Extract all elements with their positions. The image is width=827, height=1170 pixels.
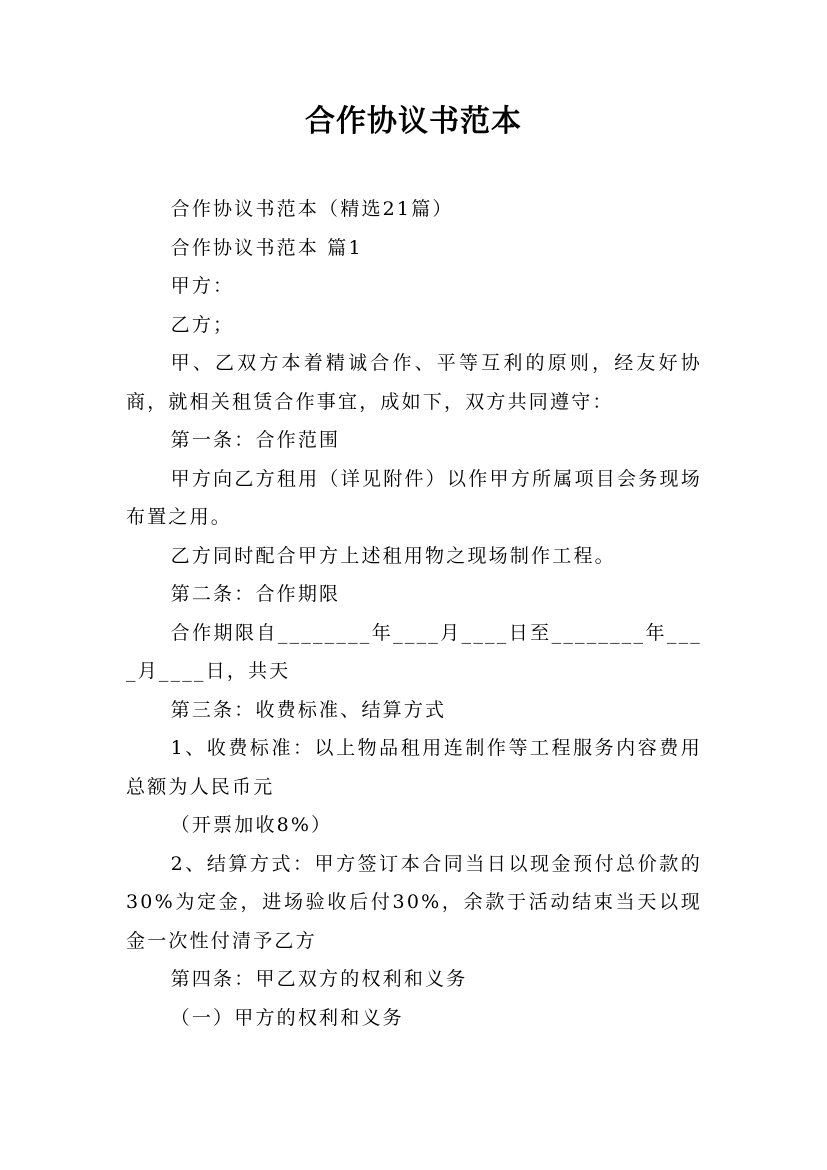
- paragraph-settlement-method: 2、结算方式：甲方签订本合同当日以现金预付总价款的30%为定金，进场验收后付30%，余款于活动结束当天以现金一次性付清予乙方: [126, 852, 702, 952]
- paragraph-article-4-heading: 第四条：甲乙双方的权利和义务: [170, 968, 468, 990]
- document-body: [126, 190, 702, 1037]
- paragraph-article-2-body: 合作期限自________年____月____日至________年____月____日，共天: [126, 621, 702, 682]
- paragraph-article-1-body-2: 乙方同时配合甲方上述租用物之现场制作工程。: [170, 544, 616, 567]
- document-title: 合作协议书范本: [305, 104, 522, 139]
- paragraph-party-a: 甲方：: [170, 275, 235, 297]
- paragraph-invoice-note: （开票加收8%）: [170, 814, 333, 836]
- paragraph-subtitle: 合作协议书范本（精选21篇）: [170, 198, 454, 220]
- paragraph-fee-standard: 1、收费标准：以上物品租用连制作等工程服务内容费用总额为人民币元: [126, 737, 702, 798]
- paragraph-article-1-heading: 第一条：合作范围: [170, 429, 341, 451]
- paragraph-article-3-heading: 第三条：收费标准、结算方式: [170, 698, 447, 721]
- paragraph-preamble: 甲、乙双方本着精诚合作、平等互利的原则，经友好协商，就相关租赁合作事宜，成如下，双方共同遵守：: [126, 352, 702, 413]
- paragraph-party-b: 乙方；: [170, 313, 235, 336]
- paragraph-article-1-body: 甲方向乙方租用（详见附件）以作甲方所属项目会务现场布置之用。: [126, 467, 702, 528]
- paragraph-party-a-rights: （一）甲方的权利和义务: [170, 1006, 404, 1029]
- paragraph-section-heading: 合作协议书范本 篇1: [170, 236, 363, 259]
- paragraph-article-2-heading: 第二条：合作期限: [170, 583, 341, 605]
